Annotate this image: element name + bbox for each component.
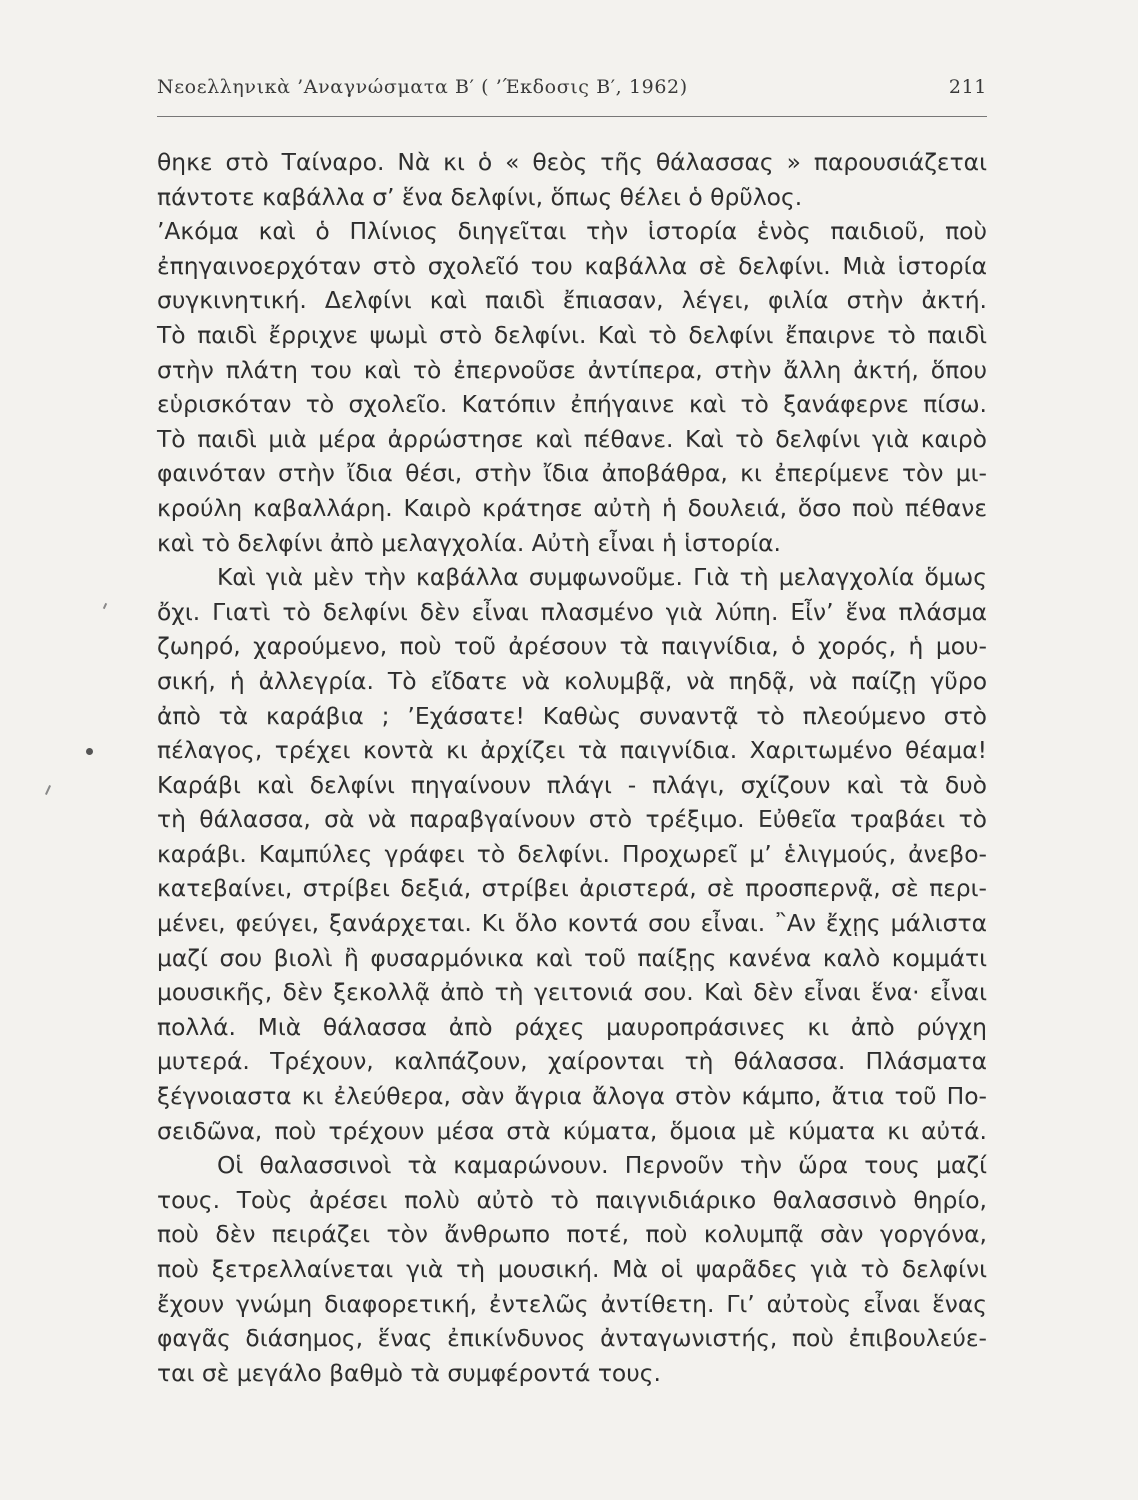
- text-line: Οἱ θαλασσινοὶ τὰ καμαρώνουν. Περνοῦν τὴν ὥρα τους μαζί: [217, 1151, 987, 1180]
- text-line: θηκε στὸ Ταίναρο. Νὰ κι ὁ « θεὸς τῆς θάλασσας » παρουσιάζεται: [157, 148, 987, 176]
- text-line: σειδῶνα, ποὺ τρέχουν μέσα στὰ κύματα, ὅμοια μὲ κύματα κι αὐτά.: [157, 1116, 987, 1145]
- margin-dot: [86, 748, 93, 755]
- text-line: ται σὲ μεγάλο βαθμὸ τὰ συμφέροντά τους.: [157, 1358, 661, 1387]
- text-line: ἐπηγαινοερχόταν στὸ σχολεῖό του καβάλλα σὲ δελφίνι. Μιὰ ἱστορία: [157, 251, 987, 280]
- header-rule: [157, 116, 987, 117]
- text-line: μουσικῆς, δὲν ξεκολλᾷ ἀπὸ τὴ γειτονιά σου. Καὶ δὲν εἶναι ἕνα· εἶναι: [157, 978, 987, 1007]
- body-text: [157, 145, 987, 1390]
- text-line: φαινόταν στὴν ἴδια θέσι, στὴν ἴδια ἀποβάθρα, κι ἐπερίμενε τὸν μι-: [157, 459, 987, 488]
- text-line: μαζί σου βιολὶ ἢ φυσαρμόνικα καὶ τοῦ παίξῃς κανένα καλὸ κομμάτι: [157, 943, 987, 972]
- text-line: πέλαγος, τρέχει κοντὰ κι ἀρχίζει τὰ παιγνίδια. Χαριτωμένο θέαμα!: [157, 736, 987, 765]
- text-line: κατεβαίνει, στρίβει δεξιά, στρίβει ἀριστερά, σὲ προσπερνᾷ, σὲ περι-: [157, 874, 987, 903]
- text-line: καὶ τὸ δελφίνι ἀπὸ μελαγχολία. Αὐτὴ εἶναι ἡ ἱστορία.: [157, 528, 781, 557]
- text-line: ζωηρό, χαρούμενο, ποὺ τοῦ ἀρέσουν τὰ παιγνίδια, ὁ χορός, ἡ μου-: [157, 632, 987, 661]
- text-line: ’Ακόμα καὶ ὁ Πλίνιος διηγεῖται τὴν ἱστορία ἑνὸς παιδιοῦ, ποὺ: [157, 217, 987, 246]
- margin-mark: [45, 785, 51, 795]
- text-line: ποὺ δὲν πειράζει τὸν ἄνθρωπο ποτέ, ποὺ κολυμπᾷ σὰν γοργόνα,: [157, 1220, 987, 1249]
- text-line: κρούλη καβαλλάρη. Καιρὸ κράτησε αὐτὴ ἡ δουλειά, ὅσο ποὺ πέθανε: [157, 493, 987, 522]
- text-line: πάντοτε καβάλλα σ’ ἕνα δελφίνι, ὅπως θέλει ὁ θρῦλος.: [157, 182, 803, 211]
- text-line: καράβι. Καμπύλες γράφει τὸ δελφίνι. Προχωρεῖ μ’ ἑλιγμούς, ἀνεβο-: [157, 839, 987, 868]
- text-line: Καὶ γιὰ μὲν τὴν καβάλλα συμφωνοῦμε. Γιὰ τὴ μελαγχολία ὅμως: [217, 563, 987, 592]
- text-line: εὑρισκόταν τὸ σχολεῖο. Κατόπιν ἐπήγαινε καὶ τὸ ξανάφερνε πίσω.: [157, 390, 987, 419]
- text-line: μένει, φεύγει, ξανάρχεται. Κι ὅλο κοντά σου εἶναι. ῍Αν ἔχῃς μάλιστα: [157, 909, 987, 938]
- text-line: συγκινητική. Δελφίνι καὶ παιδὶ ἔπιασαν, λέγει, φιλία στὴν ἀκτή.: [157, 286, 987, 315]
- text-line: μυτερά. Τρέχουν, καλπάζουν, χαίρονται τὴ θάλασσα. Πλάσματα: [157, 1047, 987, 1076]
- text-line: Καράβι καὶ δελφίνι πηγαίνουν πλάγι - πλάγι, σχίζουν καὶ τὰ δυὸ: [157, 770, 987, 799]
- text-line: Τὸ παιδὶ ἔρριχνε ψωμὶ στὸ δελφίνι. Καὶ τὸ δελφίνι ἔπαιρνε τὸ παιδὶ: [157, 320, 987, 349]
- text-line: ξέγνοιαστα κι ἐλεύθερα, σὰν ἄγρια ἄλογα στὸν κάμπο, ἄτια τοῦ Πο-: [157, 1082, 987, 1111]
- text-line: φαγᾶς διάσημος, ἕνας ἐπικίνδυνος ἀνταγωνιστής, ποὺ ἐπιβουλεύε-: [157, 1324, 987, 1353]
- running-header: [157, 76, 987, 116]
- text-line: τους. Τοὺς ἀρέσει πολὺ αὐτὸ τὸ παιγνιδιάρικο θαλασσινὸ θηρίο,: [157, 1185, 987, 1214]
- header-title: Νεοελληνικὰ ’Αναγνώσματα Β′ ( ’Έκδοσις Β′, 1962): [157, 76, 688, 98]
- margin-mark: [103, 603, 107, 609]
- text-line: πολλά. Μιὰ θάλασσα ἀπὸ ράχες μαυροπράσινες κι ἀπὸ ρύγχη: [157, 1012, 987, 1041]
- text-line: ποὺ ξετρελλαίνεται γιὰ τὴ μουσική. Μὰ οἱ ψαρᾶδες γιὰ τὸ δελφίνι: [157, 1255, 987, 1283]
- page-number: 211: [948, 76, 987, 98]
- text-line: ὄχι. Γιατὶ τὸ δελφίνι δὲν εἶναι πλασμένο γιὰ λύπη. Εἶν’ ἕνα πλάσμα: [157, 597, 987, 626]
- text-line: στὴν πλάτη του καὶ τὸ ἐπερνοῦσε ἀντίπερα, στὴν ἄλλη ἀκτή, ὅπου: [157, 355, 987, 384]
- text-line: ἔχουν γνώμη διαφορετική, ἐντελῶς ἀντίθετη. Γι’ αὐτοὺς εἶναι ἕνας: [157, 1289, 987, 1318]
- text-line: σική, ἡ ἀλλεγρία. Τὸ εἴδατε νὰ κολυμβᾷ, νὰ πηδᾷ, νὰ παίζῃ γῦρο: [157, 666, 987, 695]
- text-line: Τὸ παιδὶ μιὰ μέρα ἀρρώστησε καὶ πέθανε. Καὶ τὸ δελφίνι γιὰ καιρὸ: [157, 424, 987, 453]
- text-line: ἀπὸ τὰ καράβια ; ’Εχάσατε! Καθὼς συναντᾷ τὸ πλεούμενο στὸ: [157, 701, 987, 730]
- text-line: τὴ θάλασσα, σὰ νὰ παραβγαίνουν στὸ τρέξιμο. Εὐθεῖα τραβάει τὸ: [157, 805, 987, 834]
